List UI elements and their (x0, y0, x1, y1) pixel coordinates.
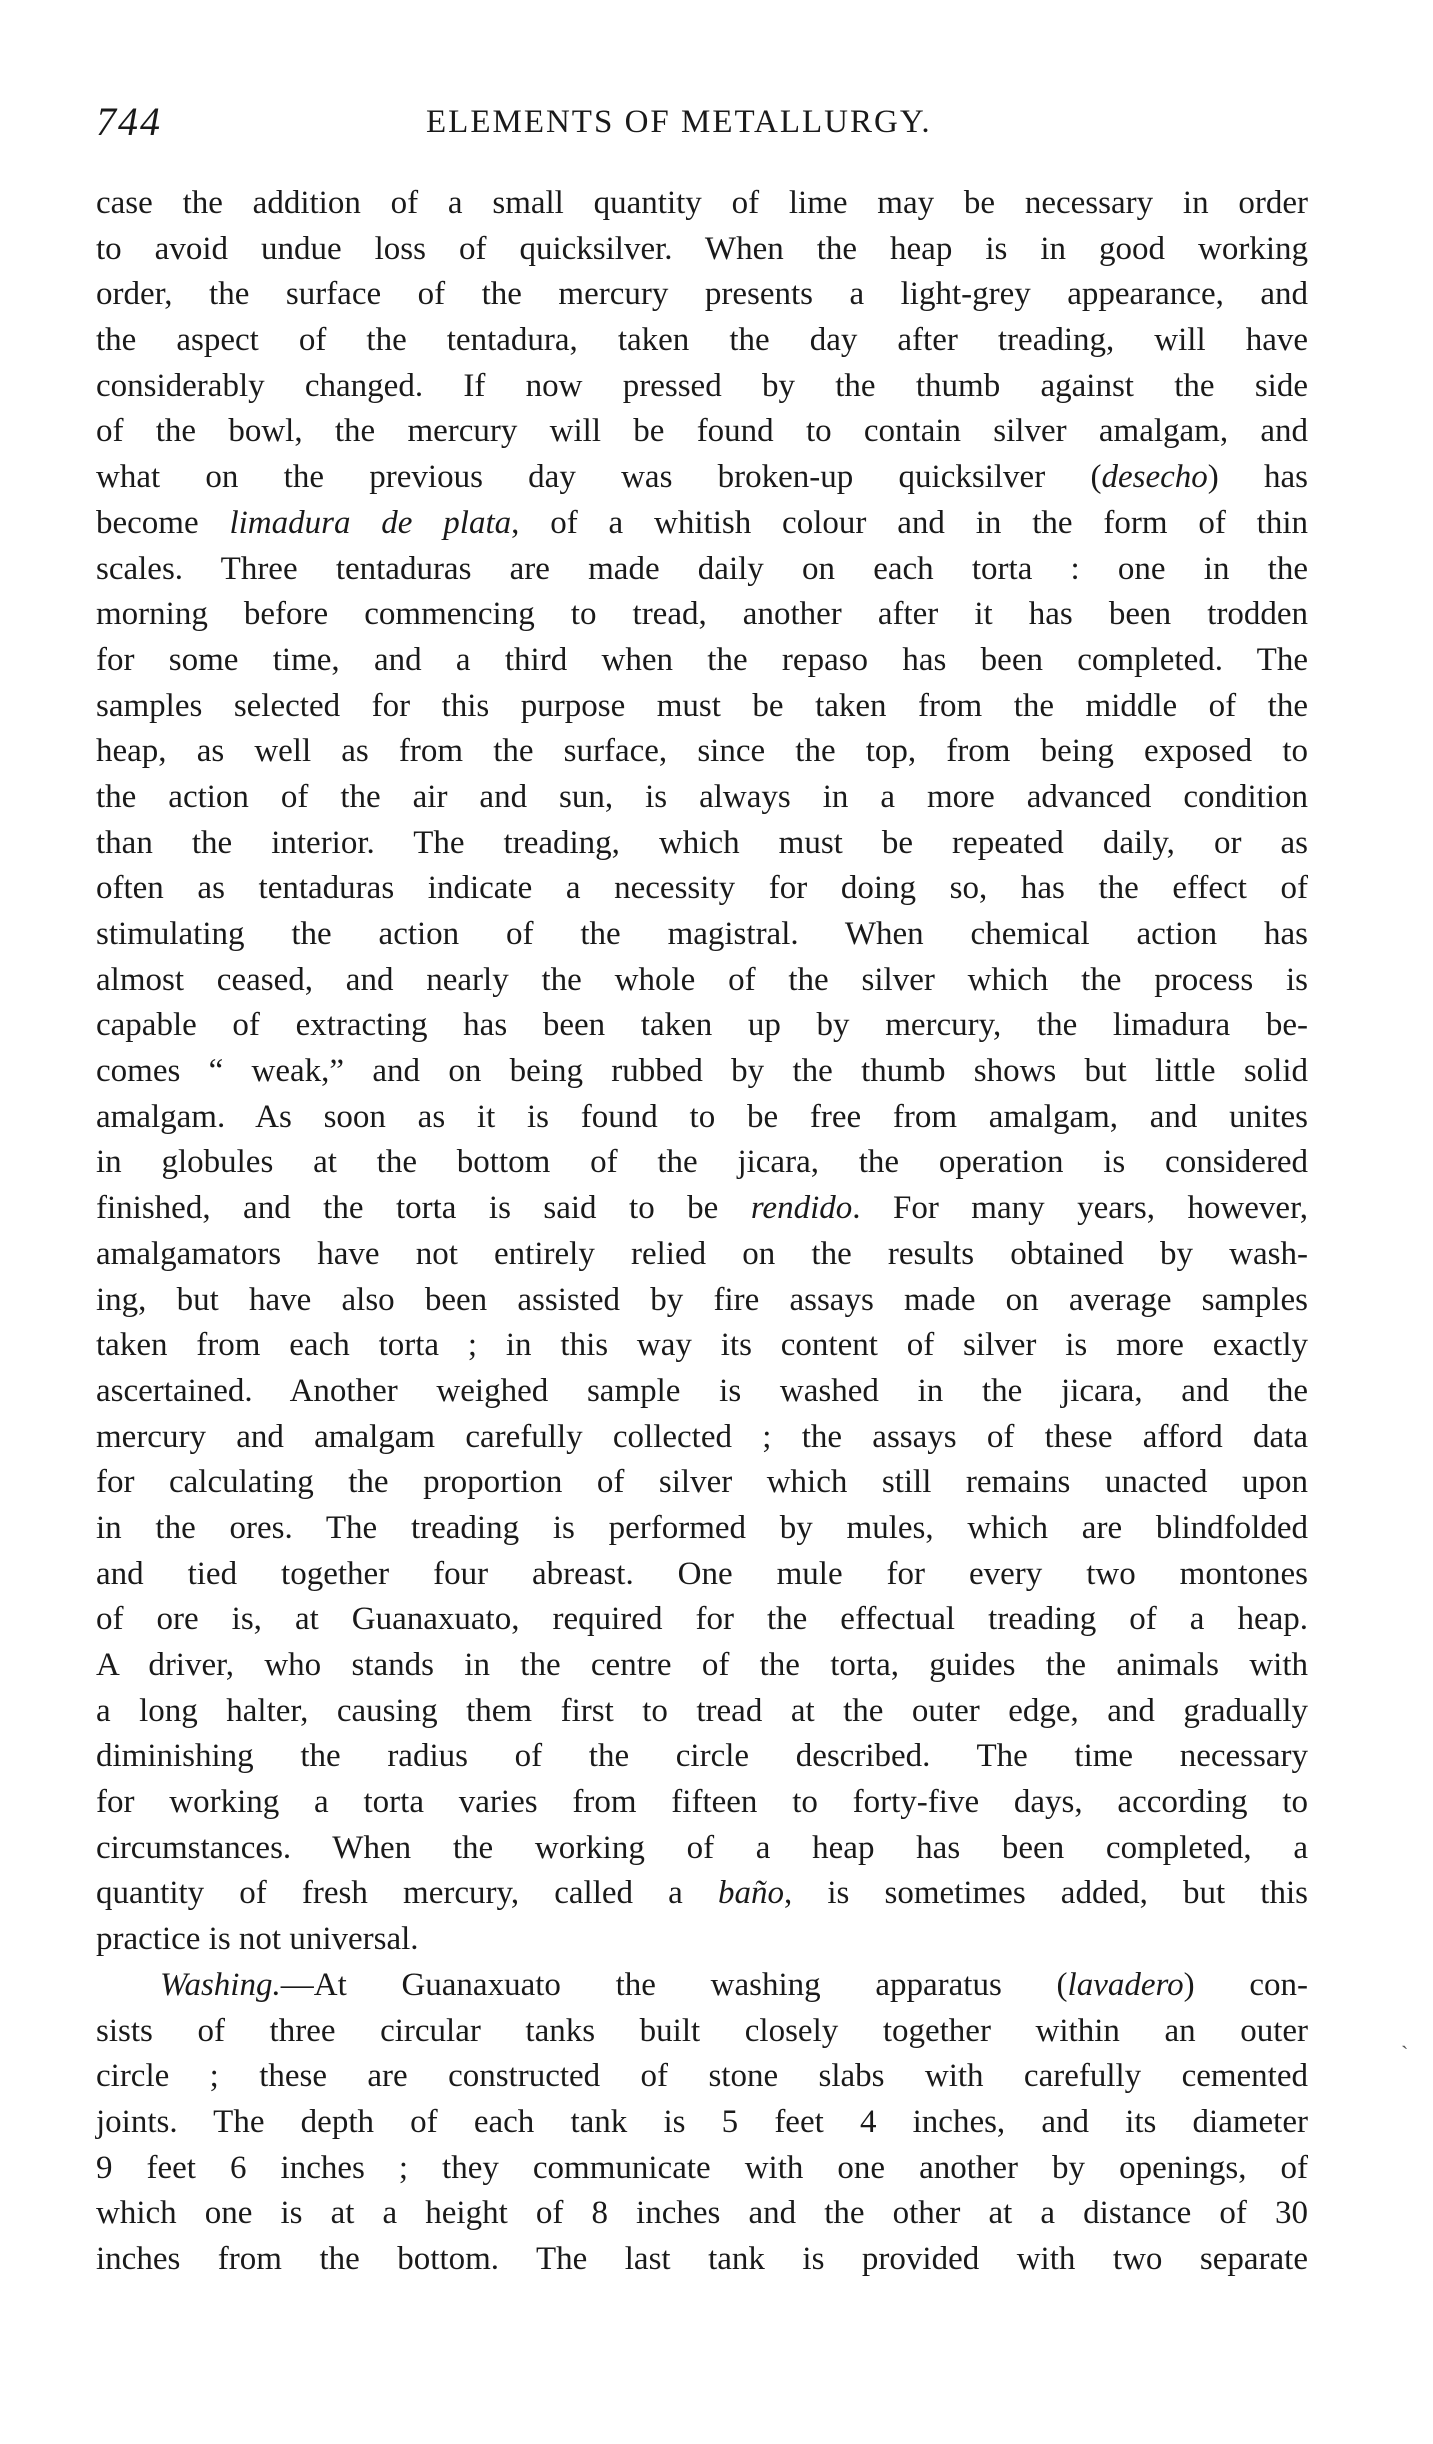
text-line (96, 501, 1308, 547)
text-segment: of the bowl, the mercury will be found to contain silver amalgam, and (96, 413, 1308, 450)
text-segment: sists of three circular tanks built closely together within an outer (96, 2012, 1308, 2049)
text-line (96, 1323, 1308, 1369)
text-line (96, 1643, 1308, 1689)
text-line (96, 2009, 1308, 2055)
text-line (96, 547, 1308, 593)
page-header (96, 98, 1306, 158)
text-line (96, 2054, 1308, 2100)
text-segment: ) con- (1183, 1966, 1308, 2003)
text-segment: than the interior. The treading, which must be repeated daily, or as (96, 824, 1308, 861)
text-segment: in globules at the bottom of the jicara, the operation is considered (96, 1144, 1308, 1181)
italic-term: Washing. (160, 1966, 281, 2003)
text-line (96, 1460, 1308, 1506)
italic-term: limadura de plata (229, 504, 512, 541)
text-segment: of ore is, at Guanaxuato, required for the effectual treading of a heap. (96, 1601, 1308, 1638)
text-segment: amalgamators have not entirely relied on the results obtained by wash- (96, 1235, 1308, 1272)
text-segment: diminishing the radius of the circle described. The time necessary (96, 1738, 1308, 1775)
text-line (96, 1871, 1308, 1917)
text-line (96, 1415, 1308, 1461)
text-line (96, 2100, 1308, 2146)
text-line (96, 1917, 1308, 1963)
text-line (96, 821, 1308, 867)
text-line (96, 638, 1308, 684)
text-segment: and tied together four abreast. One mule for every two montones (96, 1555, 1308, 1592)
text-segment: morning before commencing to tread, another after it has been trodden (96, 596, 1308, 633)
text-line (96, 592, 1308, 638)
text-segment: a long halter, causing them first to tread at the outer edge, and gradually (96, 1692, 1308, 1729)
body-text (96, 181, 1308, 2283)
text-line (96, 272, 1308, 318)
text-line (96, 775, 1308, 821)
text-line (96, 181, 1308, 227)
text-line (96, 2191, 1308, 2237)
italic-term: desecho (1101, 459, 1208, 496)
text-line (96, 455, 1308, 501)
text-segment: comes “ weak,” and on being rubbed by the thumb shows but little solid (96, 1053, 1308, 1090)
text-segment: taken from each torta ; in this way its content of silver is more exactly (96, 1327, 1308, 1364)
text-line (96, 1826, 1308, 1872)
italic-term: lavadero (1067, 1966, 1184, 2003)
text-segment: ing, but have also been assisted by fire assays made on average samples (96, 1281, 1308, 1318)
text-segment: —At Guanaxuato the washing apparatus ( (280, 1966, 1068, 2003)
text-line (96, 912, 1308, 958)
text-line (96, 1689, 1308, 1735)
text-segment: ) has (1207, 459, 1308, 496)
text-segment: circumstances. When the working of a heap has been completed, a (96, 1829, 1308, 1866)
text-line (96, 1278, 1308, 1324)
running-title: ELEMENTS OF METALLURGY. (426, 104, 932, 140)
text-line (96, 684, 1308, 730)
text-segment: order, the surface of the mercury presents a light-grey appearance, and (96, 276, 1308, 313)
text-line (96, 1734, 1308, 1780)
text-line (96, 729, 1308, 775)
text-line (96, 1232, 1308, 1278)
text-segment: . For many years, however, (852, 1190, 1308, 1227)
italic-term: rendido (750, 1190, 853, 1227)
text-segment: finished, and the torta is said to be (96, 1190, 751, 1227)
text-segment: amalgam. As soon as it is found to be free from amalgam, and unites (96, 1098, 1308, 1135)
text-line (96, 318, 1308, 364)
text-line (96, 1506, 1308, 1552)
text-segment: mercury and amalgam carefully collected ; the assays of these afford data (96, 1418, 1308, 1455)
text-line (96, 1186, 1308, 1232)
text-segment: in the ores. The treading is performed by mules, which are blindfolded (96, 1509, 1308, 1546)
text-line (96, 1049, 1308, 1095)
text-line (96, 1140, 1308, 1186)
text-line (96, 866, 1308, 912)
text-line (96, 1003, 1308, 1049)
text-segment: for calculating the proportion of silver which still remains unacted upon (96, 1464, 1308, 1501)
text-line (96, 1780, 1308, 1826)
text-segment: the action of the air and sun, is always in a more advanced condition (96, 778, 1308, 815)
text-segment: to avoid undue loss of quicksilver. When the heap is in good working (96, 230, 1308, 267)
text-segment: practice is not universal. (96, 1921, 419, 1958)
text-line (96, 1095, 1308, 1141)
text-line (96, 958, 1308, 1004)
text-segment: case the addition of a small quantity of lime may be necessary in order (96, 185, 1308, 221)
text-segment: quantity of fresh mercury, called a (96, 1875, 718, 1912)
text-segment: what on the previous day was broken-up quicksilver ( (96, 459, 1102, 496)
text-segment: scales. Three tentaduras are made daily on each torta : one in the (96, 550, 1308, 587)
text-segment: heap, as well as from the surface, since the top, from being exposed to (96, 733, 1308, 770)
italic-term: baño (717, 1875, 784, 1912)
text-segment: stimulating the action of the magistral. When chemical action has (96, 916, 1308, 952)
text-line (96, 1597, 1308, 1643)
text-line (96, 2146, 1308, 2192)
text-segment: for working a torta varies from fifteen to forty-five days, according to (96, 1784, 1308, 1821)
text-segment: become (96, 504, 230, 541)
text-line (96, 2237, 1308, 2283)
margin-mark: ˎ (1401, 2024, 1409, 2049)
text-line (96, 1369, 1308, 1415)
text-segment: capable of extracting has been taken up by mercury, the limadura be- (96, 1007, 1308, 1044)
text-segment: often as tentaduras indicate a necessity for doing so, has the effect of (96, 870, 1308, 907)
text-line (96, 227, 1308, 273)
text-segment: , is sometimes added, but this (783, 1875, 1308, 1912)
text-segment: A driver, who stands in the centre of the torta, guides the animals with (96, 1647, 1308, 1683)
text-line (96, 1552, 1308, 1598)
text-segment: almost ceased, and nearly the whole of the silver which the process is (96, 961, 1308, 998)
text-segment: for some time, and a third when the repaso has been completed. The (96, 641, 1308, 678)
text-segment: considerably changed. If now pressed by the thumb against the side (96, 367, 1308, 404)
text-segment: 9 feet 6 inches ; they communicate with one another by openings, of (96, 2149, 1308, 2186)
text-segment: samples selected for this purpose must be taken from the middle of the (96, 687, 1308, 724)
page-number: 744 (96, 99, 162, 144)
text-line (96, 1963, 1308, 2009)
text-line (96, 409, 1308, 455)
text-line (96, 364, 1308, 410)
text-segment: the aspect of the tentadura, taken the day after treading, will have (96, 322, 1308, 359)
text-segment: which one is at a height of 8 inches and the other at a distance of 30 (96, 2195, 1308, 2232)
text-segment: circle ; these are constructed of stone slabs with carefully cemented (96, 2058, 1308, 2095)
text-segment: , of a whitish colour and in the form of thin (511, 504, 1309, 541)
text-segment: inches from the bottom. The last tank is provided with two separate (96, 2240, 1308, 2277)
text-segment: ascertained. Another weighed sample is washed in the jicara, and the (96, 1372, 1308, 1409)
text-segment: joints. The depth of each tank is 5 feet 4 inches, and its diameter (96, 2103, 1308, 2140)
